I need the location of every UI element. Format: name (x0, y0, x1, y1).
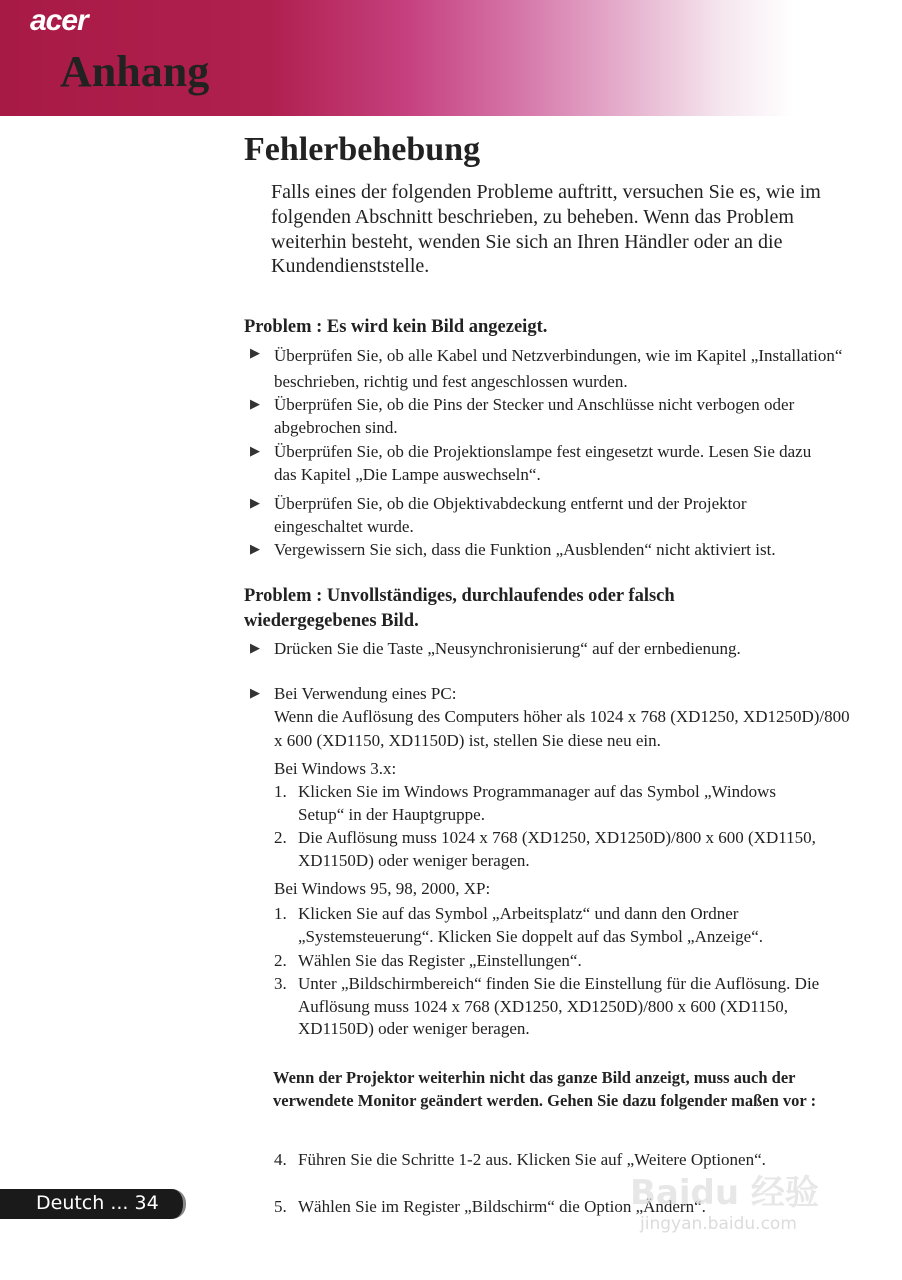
page-number-tab (0, 1189, 186, 1219)
bullet-icon: ▶ (250, 542, 260, 557)
step-number: 2. (274, 951, 287, 970)
monitor-note: Wenn der Projektor weiterhin nicht das ganze Bild anzeigt, muss auch der verwendete Monitor geändert werden. Gehen Sie dazu folgender maßen vor : (273, 1068, 817, 1110)
list-item: Überprüfen Sie, ob alle Kabel und Netzverbindungen, wie im Kapitel „Installation“ beschrieben, richtig und fest angeschlossen wurden. (274, 346, 843, 391)
acer-logo: acer (30, 4, 88, 37)
bullet-icon: ▶ (250, 444, 260, 459)
list-item: Drücken Sie die Taste „Neusynchronisierung“ auf der ernbedienung. (274, 639, 741, 658)
list-item: Bei Verwendung eines PC: (274, 684, 457, 703)
step-number: 4. (274, 1150, 287, 1169)
bullet-icon: ▶ (250, 686, 260, 701)
chapter-banner (0, 0, 902, 116)
page-number: Deutch ... 34 (36, 1192, 159, 1214)
step-number: 3. (274, 974, 287, 993)
bullet-icon: ▶ (250, 641, 260, 656)
list-item: Überprüfen Sie, ob die Pins der Stecker und Anschlüsse nicht verbogen oder abgebrochen sind. (274, 395, 795, 437)
page-title: Fehlerbehebung (244, 131, 481, 168)
step-number: 1. (274, 782, 287, 801)
bullet-icon: ▶ (250, 346, 260, 361)
list-item: Führen Sie die Schritte 1-2 aus. Klicken Sie auf „Weitere Optionen“. (298, 1150, 766, 1169)
list-item: Wählen Sie im Register „Bildschirm“ die Option „Ändern“. (298, 1197, 706, 1216)
chapter-title: Anhang (60, 47, 210, 96)
intro-paragraph: Falls eines der folgenden Probleme auftritt, versuchen Sie es, wie im folgenden Abschnitt beschrieben, zu beheben. Wenn das Problem weiterhin besteht, wenden Sie sich an Ihren Händler oder an die Kundendienststelle. (271, 181, 821, 278)
list-item: Unter „Bildschirmbereich“ finden Sie die Einstellung für die Auflösung. Die Auflösung muss 1024 x 768 (XD1250, XD1250D)/800 x 600 (XD1150, XD1150D) oder weniger beragen. (298, 974, 820, 1038)
step-number: 2. (274, 828, 287, 847)
bullet-icon: ▶ (250, 397, 260, 412)
list-item: Überprüfen Sie, ob die Objektivabdeckung entfernt und der Projektor eingeschaltet wurde. (274, 494, 747, 536)
windows3-label: Bei Windows 3.x: (274, 759, 397, 778)
list-item: Klicken Sie auf das Symbol „Arbeitsplatz“ und dann den Ordner „Systemsteuerung“. Klicken Sie doppelt auf das Symbol „Anzeige“. (298, 904, 764, 946)
windows95-label: Bei Windows 95, 98, 2000, XP: (274, 879, 491, 898)
step-number: 1. (274, 904, 287, 923)
pc-text: Wenn die Auflösung des Computers höher als 1024 x 768 (XD1250, XD1250D)/800 x 600 (XD1150, XD1150D) ist, stellen Sie diese neu ein. (274, 707, 850, 750)
list-item: Wählen Sie das Register „Einstellungen“. (298, 951, 582, 970)
watermark-brand: Baidu 经验 (630, 1173, 819, 1213)
problem-1-heading: Problem : Es wird kein Bild angezeigt. (244, 317, 548, 337)
list-item: Klicken Sie im Windows Programmanager auf das Symbol „Windows Setup“ in der Hauptgruppe. (298, 782, 777, 824)
list-item: Vergewissern Sie sich, dass die Funktion „Ausblenden“ nicht aktiviert ist. (274, 540, 776, 559)
step-number: 5. (274, 1197, 287, 1216)
watermark-url: jingyan.baidu.com (640, 1214, 797, 1234)
problem-2-heading: Problem : Unvollständiges, durchlaufendes oder falsch wiedergegebenes Bild. (244, 586, 675, 631)
baidu-watermark (630, 1165, 819, 1234)
list-item: Die Auflösung muss 1024 x 768 (XD1250, XD1250D)/800 x 600 (XD1150, XD1150D) oder weniger beragen. (298, 828, 816, 870)
bullet-icon: ▶ (250, 496, 260, 511)
list-item: Überprüfen Sie, ob die Projektionslampe fest eingesetzt wurde. Lesen Sie dazu das Kapitel „Die Lampe auswechseln“. (274, 442, 812, 484)
